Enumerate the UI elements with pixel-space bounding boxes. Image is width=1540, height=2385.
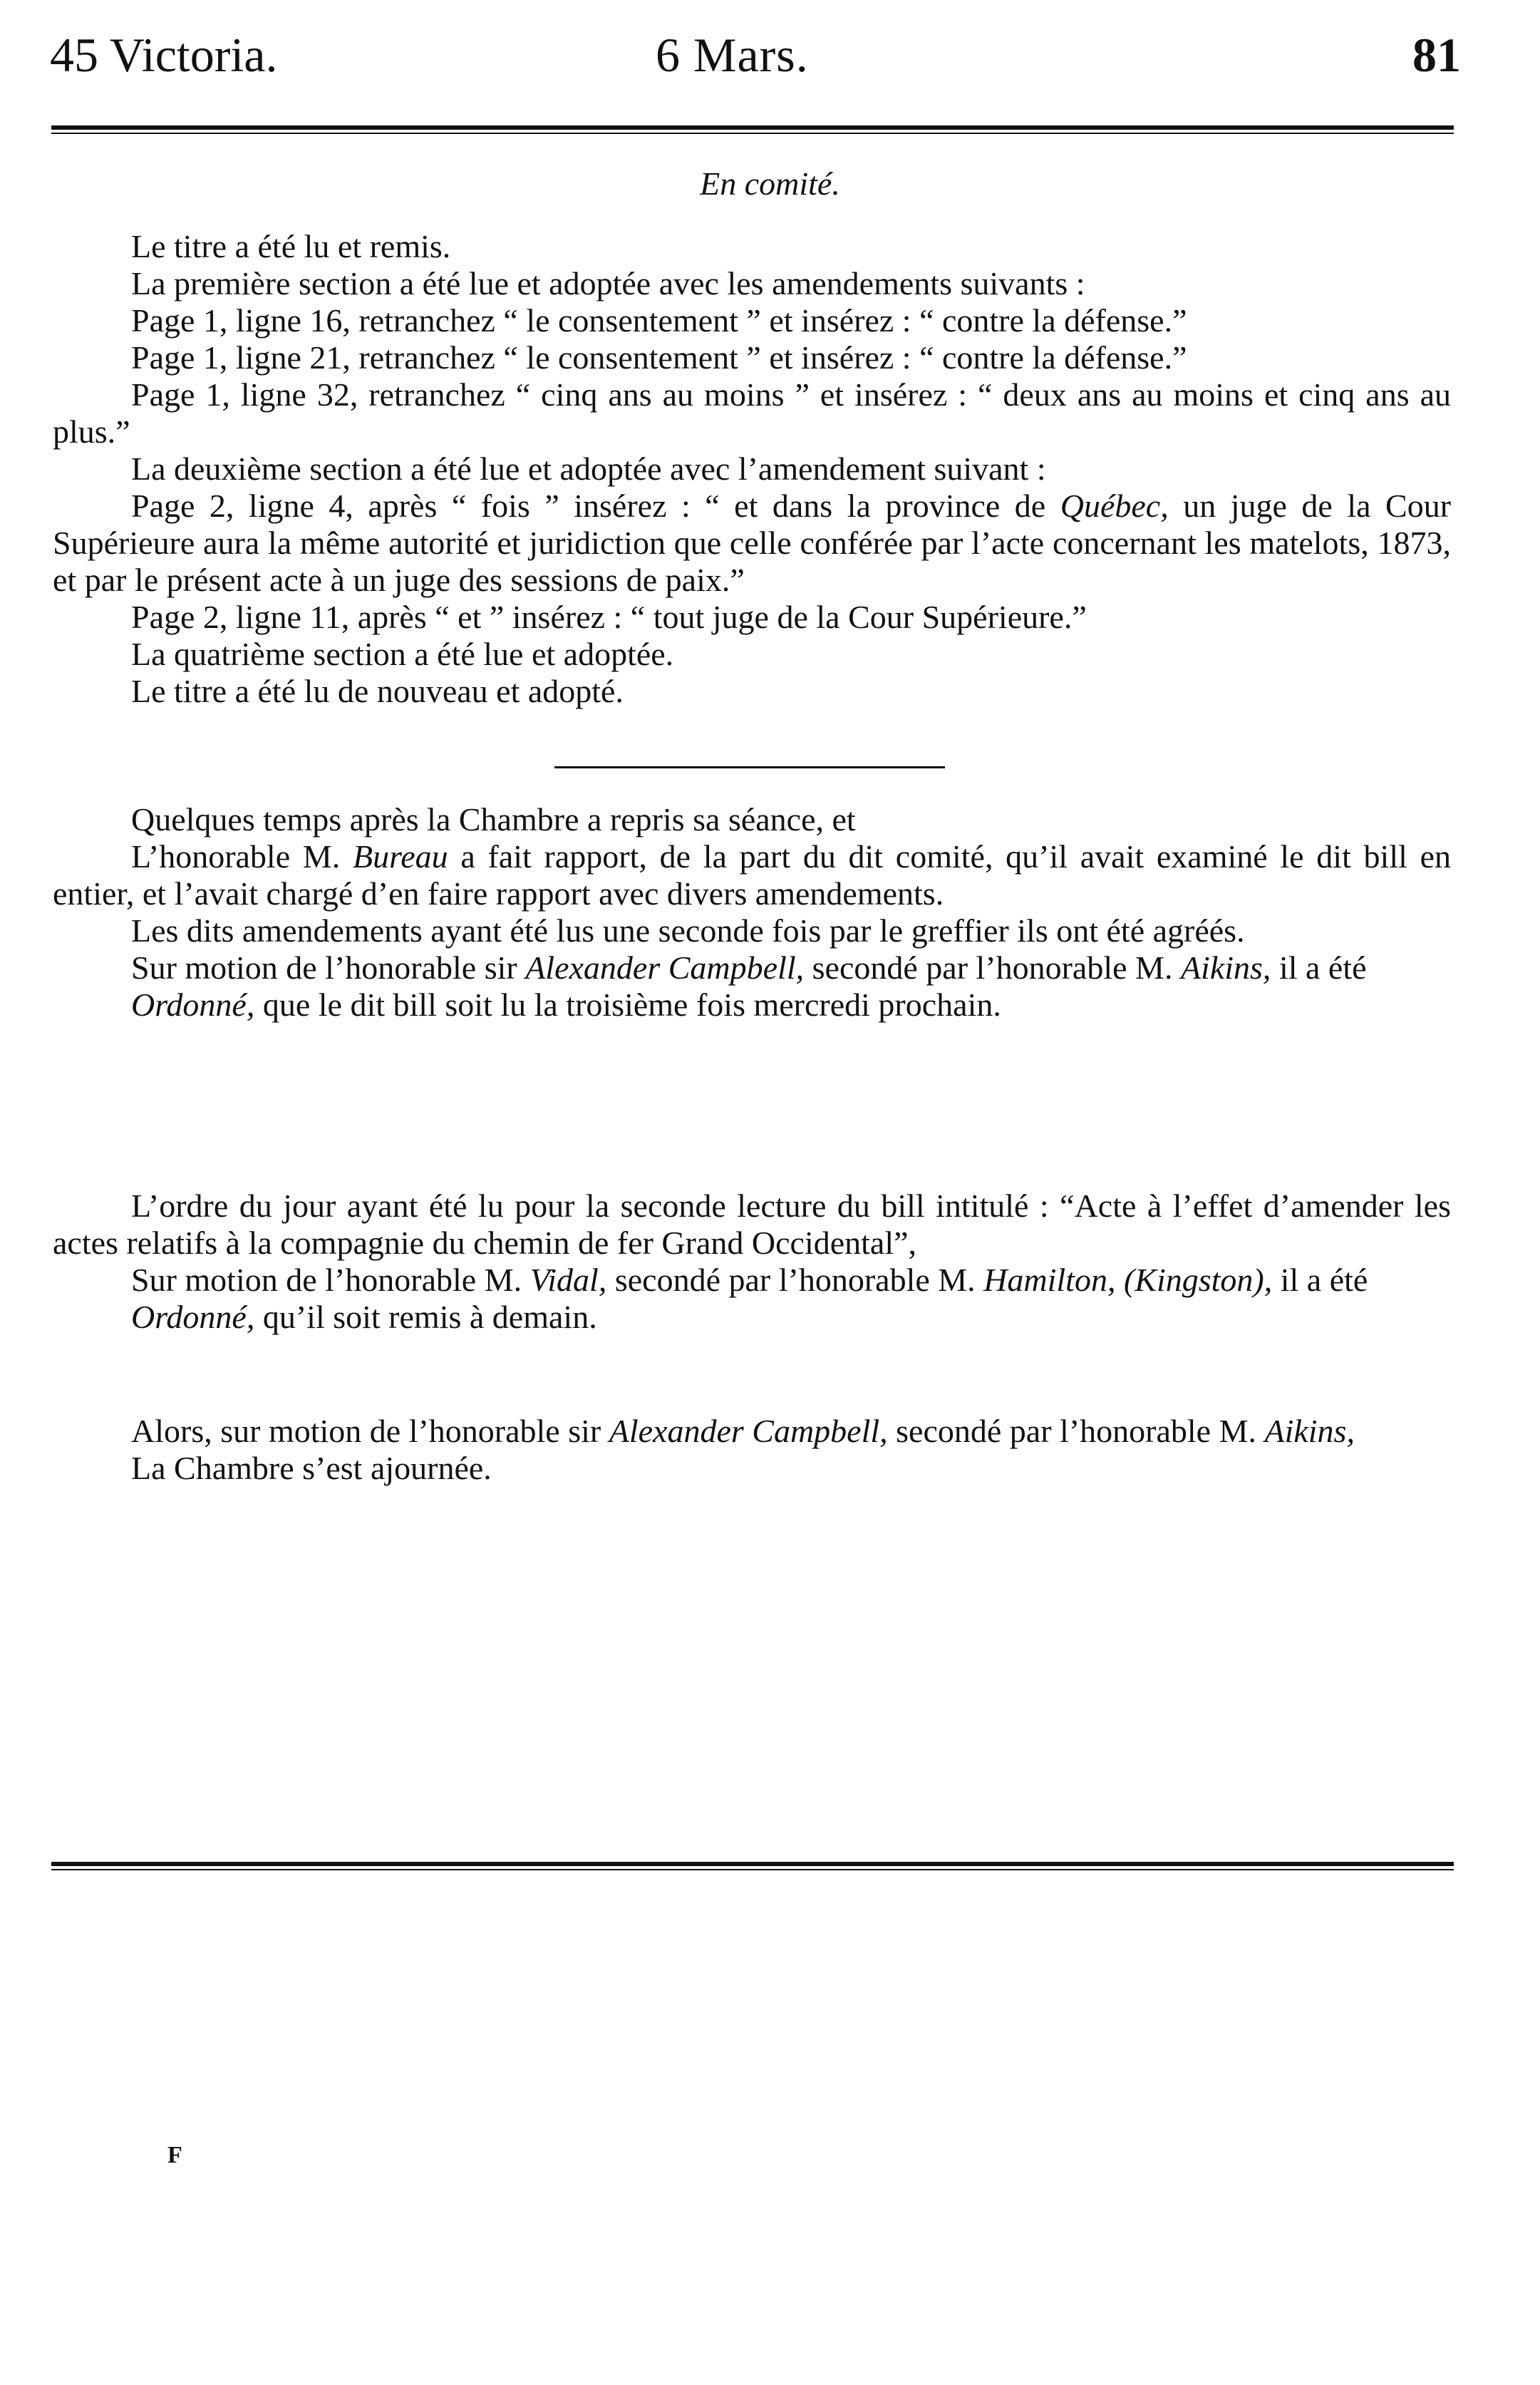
adjourn-text-b: secondé par l’honorable M. [887, 1413, 1256, 1449]
header-divider-thick [51, 125, 1454, 130]
footer-divider [51, 1862, 1454, 1870]
report-para-5 [53, 987, 1451, 1024]
adjournment-section [53, 1413, 1451, 1487]
page-header [50, 27, 1461, 91]
committee-line-10: Le titre a été lu de nouveau et adopté. [131, 673, 624, 709]
session-label: 45 Victoria. [50, 28, 278, 82]
motion2-text-b: secondé par l’honorable M. [606, 1262, 976, 1298]
committee-section [53, 228, 1451, 710]
signature-mark: F [167, 2142, 182, 2168]
report-para-2 [53, 838, 1451, 912]
motion2-text: Sur motion de l’honorable M. [131, 1262, 522, 1298]
date-label: 6 Mars. [656, 28, 809, 82]
motion-text: Sur motion de l’honorable sir [131, 949, 526, 986]
committee-line-1: Le titre a été lu et remis. [131, 228, 451, 264]
mover-name: Alexander Campbell, [525, 949, 805, 986]
footer-divider-thin [51, 1869, 1454, 1870]
report-para-4 [53, 949, 1451, 987]
report-para-1: Quelques temps après la Chambre a repris sa séance, et [131, 801, 856, 838]
committee-line-2: La première section a été lue et adoptée avec les amendements suivants : [131, 265, 1085, 302]
footer-divider-thick [51, 1862, 1454, 1866]
committee-line-9: La quatrième section a été lue et adoptée. [131, 636, 674, 672]
motion-text-c: il a été [1271, 949, 1367, 986]
header-divider [51, 125, 1454, 134]
committee-line-3: Page 1, ligne 16, retranchez “ le consentement ” et insérez : “ contre la défense.” [131, 302, 1187, 339]
seconder2-name: Hamilton, [983, 1262, 1116, 1298]
member-name: Bureau [352, 838, 448, 875]
seconder2-riding: (Kingston), [1123, 1262, 1273, 1298]
report-section [53, 801, 1451, 1024]
committee-line-8: Page 2, ligne 11, après “ et ” insérez : “ tout juge de la Cour Supérieure.” [131, 599, 1087, 635]
amendment-text-a: Page 2, ligne 4, après “ fois ” insérez : “ et dans la province de [131, 488, 1046, 524]
adjourn-seconder: Aikins, [1264, 1413, 1355, 1449]
order-word: Ordonné, [131, 987, 255, 1023]
committee-line-5: Page 1, ligne 32, retranchez “ cinq ans au moins ” et insérez : “ deux ans au moins et cinq ans au plus.” [53, 376, 1451, 450]
seconder-name: Aikins, [1180, 949, 1271, 986]
order2-text: qu’il soit remis à demain. [254, 1299, 597, 1335]
second-reading-section [53, 1188, 1451, 1336]
header-divider-thin [51, 133, 1454, 134]
section-divider [554, 766, 945, 768]
motion2-text-c: il a été [1272, 1262, 1368, 1298]
adjourn-para-2: La Chambre s’est ajournée. [131, 1450, 492, 1486]
motion-text-b: secondé par l’honorable M. [804, 949, 1173, 986]
adjourn-text: Alors, sur motion de l’honorable sir [131, 1413, 609, 1449]
order2-para-2 [53, 1262, 1451, 1299]
order2-word: Ordonné, [131, 1299, 255, 1335]
committee-line-6: La deuxième section a été lue et adoptée avec l’amendement suivant : [131, 450, 1046, 487]
report-para-3: Les dits amendements ayant été lus une seconde fois par le greffier ils ont été agréés. [131, 912, 1245, 949]
report-text: L’honorable M. [131, 838, 341, 875]
amendment-text-b: un juge de la Cour Supérieure aura la même autorité et juridiction que celle conférée par l’acte concernant les matelots, 1873, et par le présent acte à un juge des sessions de paix.” [53, 488, 1452, 598]
adjourn-mover: Alexander Campbell, [609, 1413, 888, 1449]
mover2-name: Vidal, [529, 1262, 607, 1298]
order2-para-1: L’ordre du jour ayant été lu pour la seconde lecture du bill intitulé : “Acte à l’effet d’amender les actes relatifs à la compagnie du chemin de fer Grand Occidental”, [53, 1188, 1451, 1261]
page-number: 81 [1412, 28, 1461, 82]
adjourn-para-1 [53, 1413, 1451, 1450]
order2-para-3 [53, 1299, 1451, 1336]
province-name: Québec, [1060, 488, 1169, 524]
committee-line-7 [53, 488, 1451, 599]
committee-heading: En comité. [700, 165, 840, 202]
report-text-cont: a fait rapport, de la part du dit comité, qu’il avait examiné le dit bill en entier, et l’avait chargé d’en faire rapport avec divers amendements. [53, 838, 1452, 912]
committee-line-4: Page 1, ligne 21, retranchez “ le consentement ” et insérez : “ contre la défense.” [131, 339, 1187, 376]
order-text: que le dit bill soit lu la troisième fois mercredi prochain. [254, 987, 1001, 1023]
